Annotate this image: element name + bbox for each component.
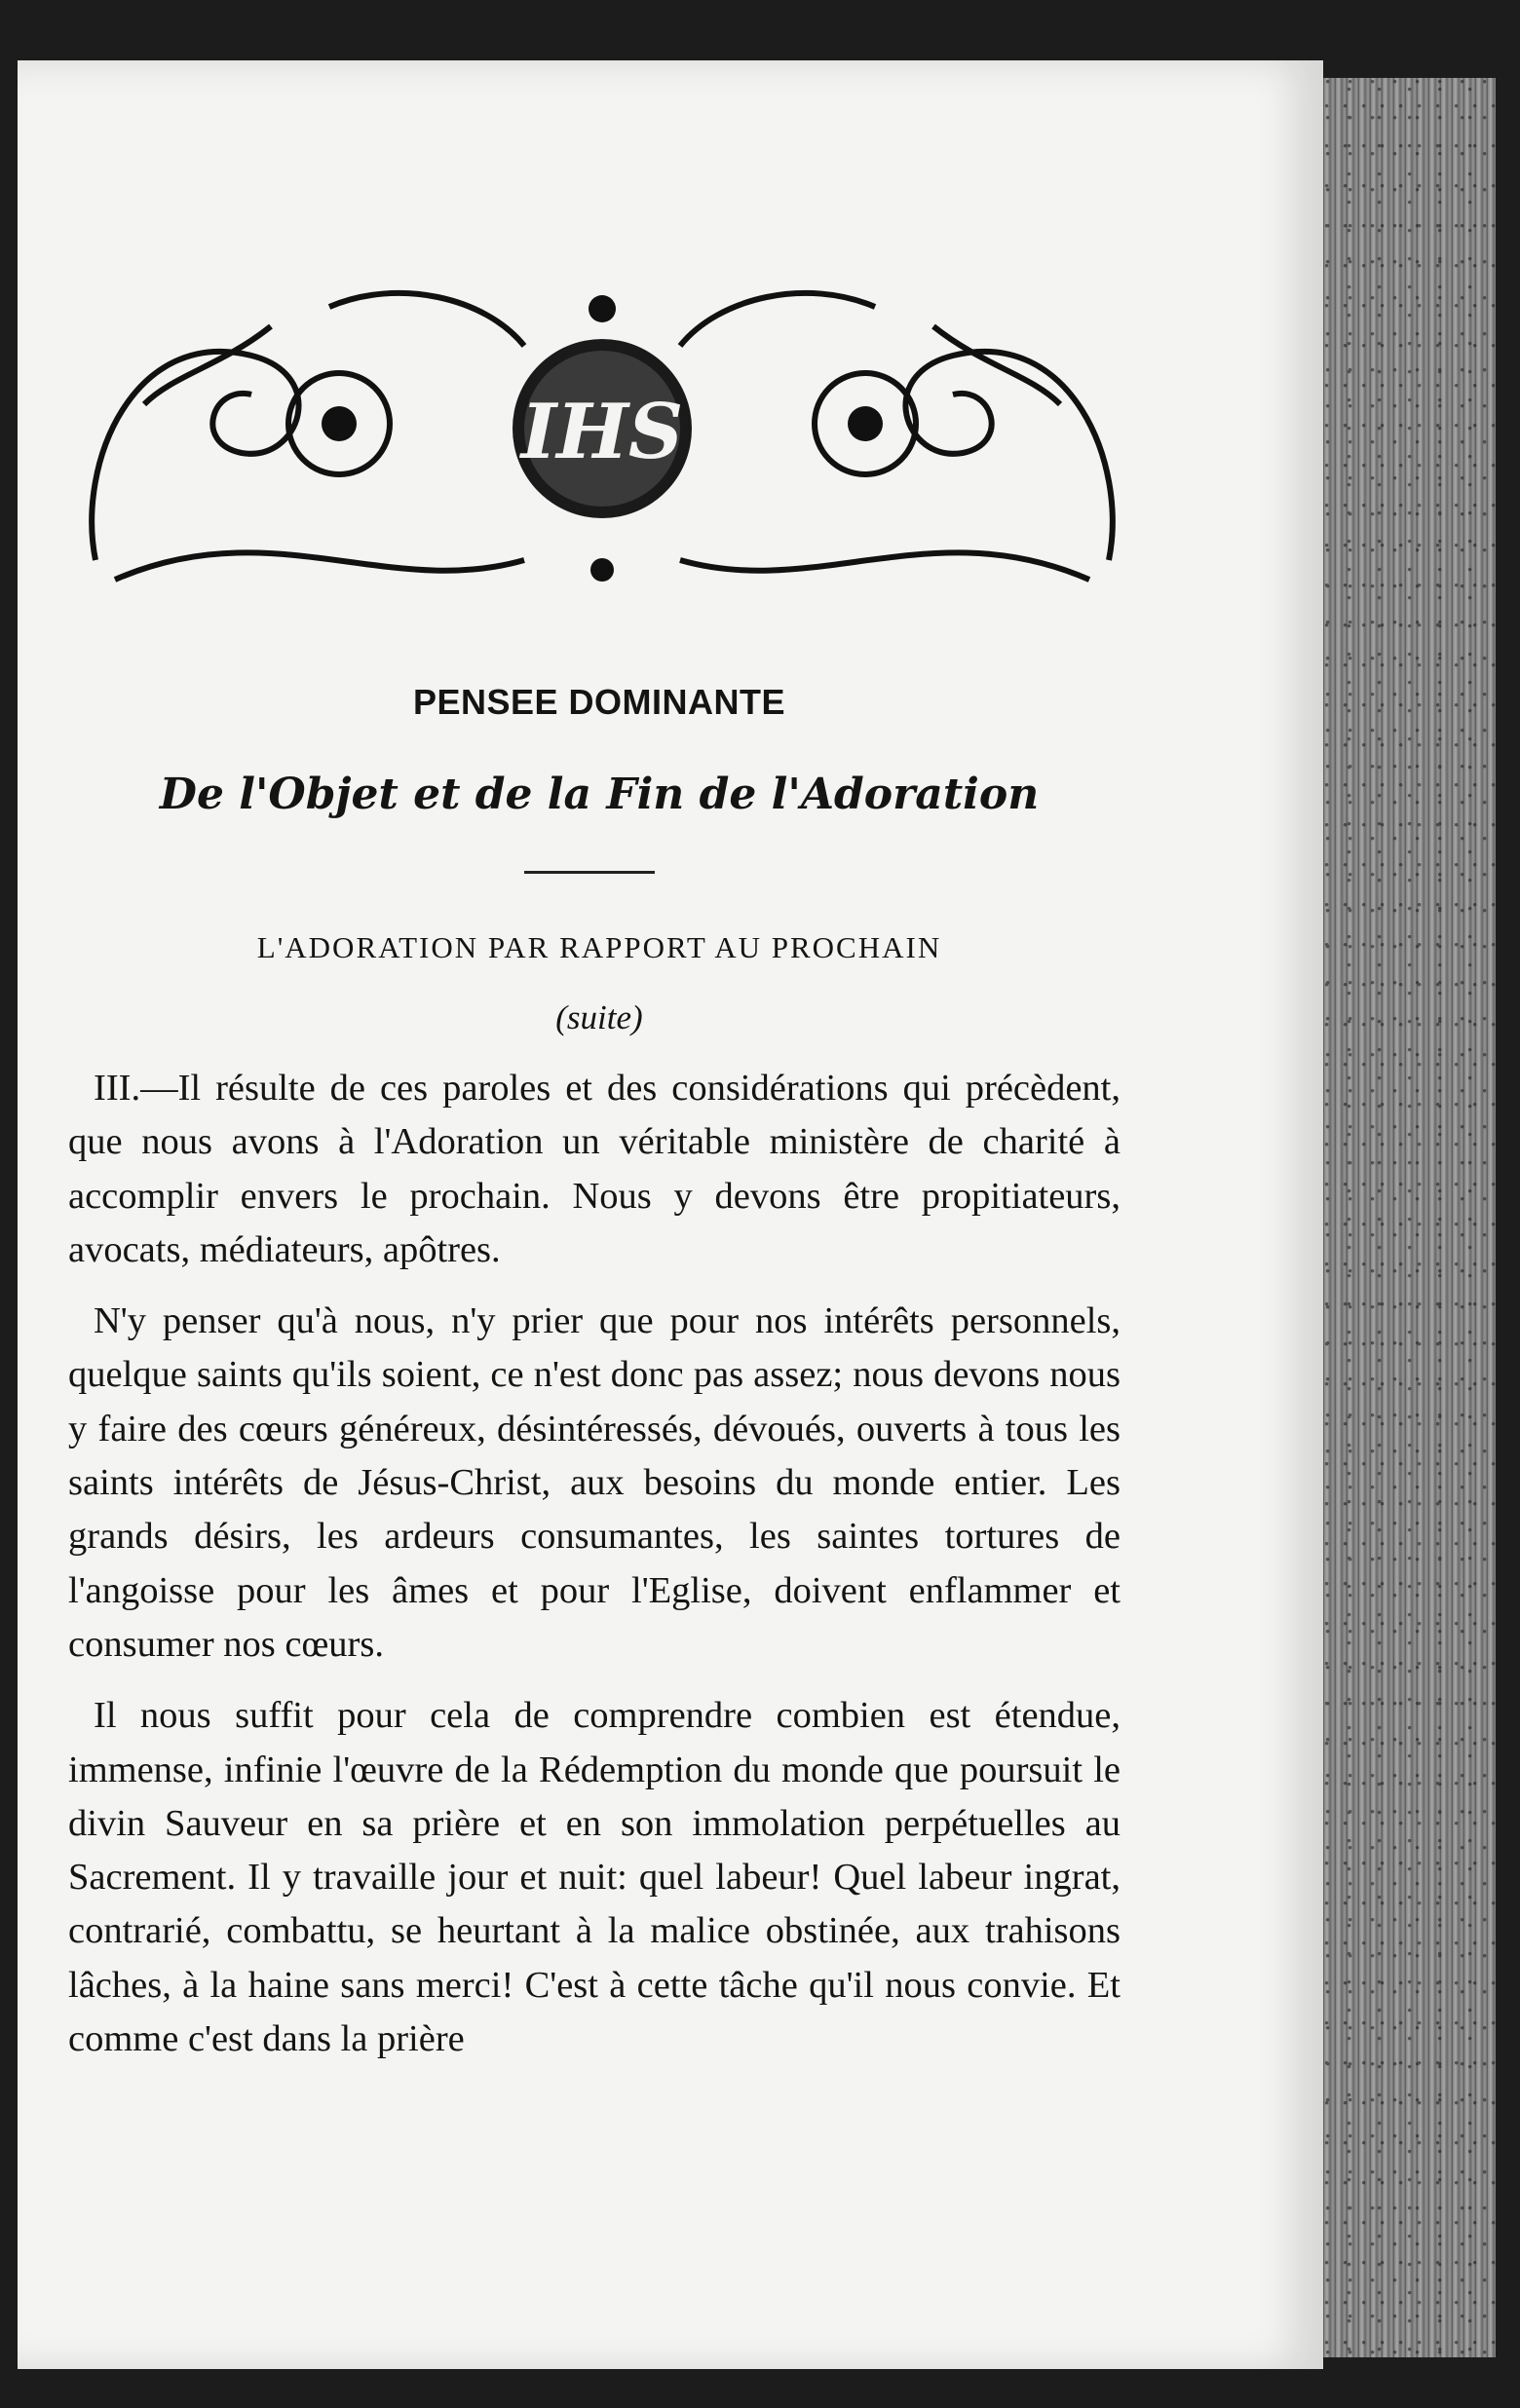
book-page-edges [1301, 78, 1496, 2357]
paragraph: N'y penser qu'à nous, n'y prier que pour nos intérêts personnels, quelque saints qu'ils soient, ce n'est donc pas assez; nous devons nous y faire des cœurs généreux, désintéressés, dévoués, ouverts à tous les saints intérêts de Jésus-Christ, aux besoins du monde entier. Les grands désirs, les ardeurs consumantes, les saintes tortures de l'angoisse pour les âmes et pour l'Eglise, doivent enflammer et consumer nos cœurs. [68, 1300, 1121, 1665]
paragraph: Il nous suffit pour cela de comprendre combien est étendue, immense, infinie l'œuvre de la Rédemption du monde que poursuit le divin Sauveur en sa prière et en son immolation perpétuelles au Sacrement. Il y travaille jour et nuit: quel labeur! Quel labeur ingrat, contrarié, combattu, se heurtant à la malice obstinée, aux trahisons lâches, à la haine sans merci! C'est à cette tâche qu'il nous convie. Et comme c'est dans la prière [68, 1695, 1121, 2060]
section-note: (suite) [555, 998, 643, 1036]
section-title: L'ADORATION PAR RAPPORT AU PROCHAIN [256, 930, 942, 964]
page-heading: PENSEE DOMINANTE [412, 682, 786, 722]
page-subtitle: De l'Objet et de la Fin de l'Adoration [159, 770, 1040, 819]
ornamental-header-icon [76, 268, 1128, 599]
paragraph: III.—Il résulte de ces paroles et des considérations qui précèdent, que nous avons à l'Adoration un véritable ministère de charité à accomplir envers le prochain. Nous y devons être propitiateurs, avocats, médiateurs, apôtres. [68, 1068, 1121, 1270]
divider [524, 871, 655, 874]
body-text [68, 1062, 1121, 2084]
monogram-text: IHS [520, 388, 684, 476]
